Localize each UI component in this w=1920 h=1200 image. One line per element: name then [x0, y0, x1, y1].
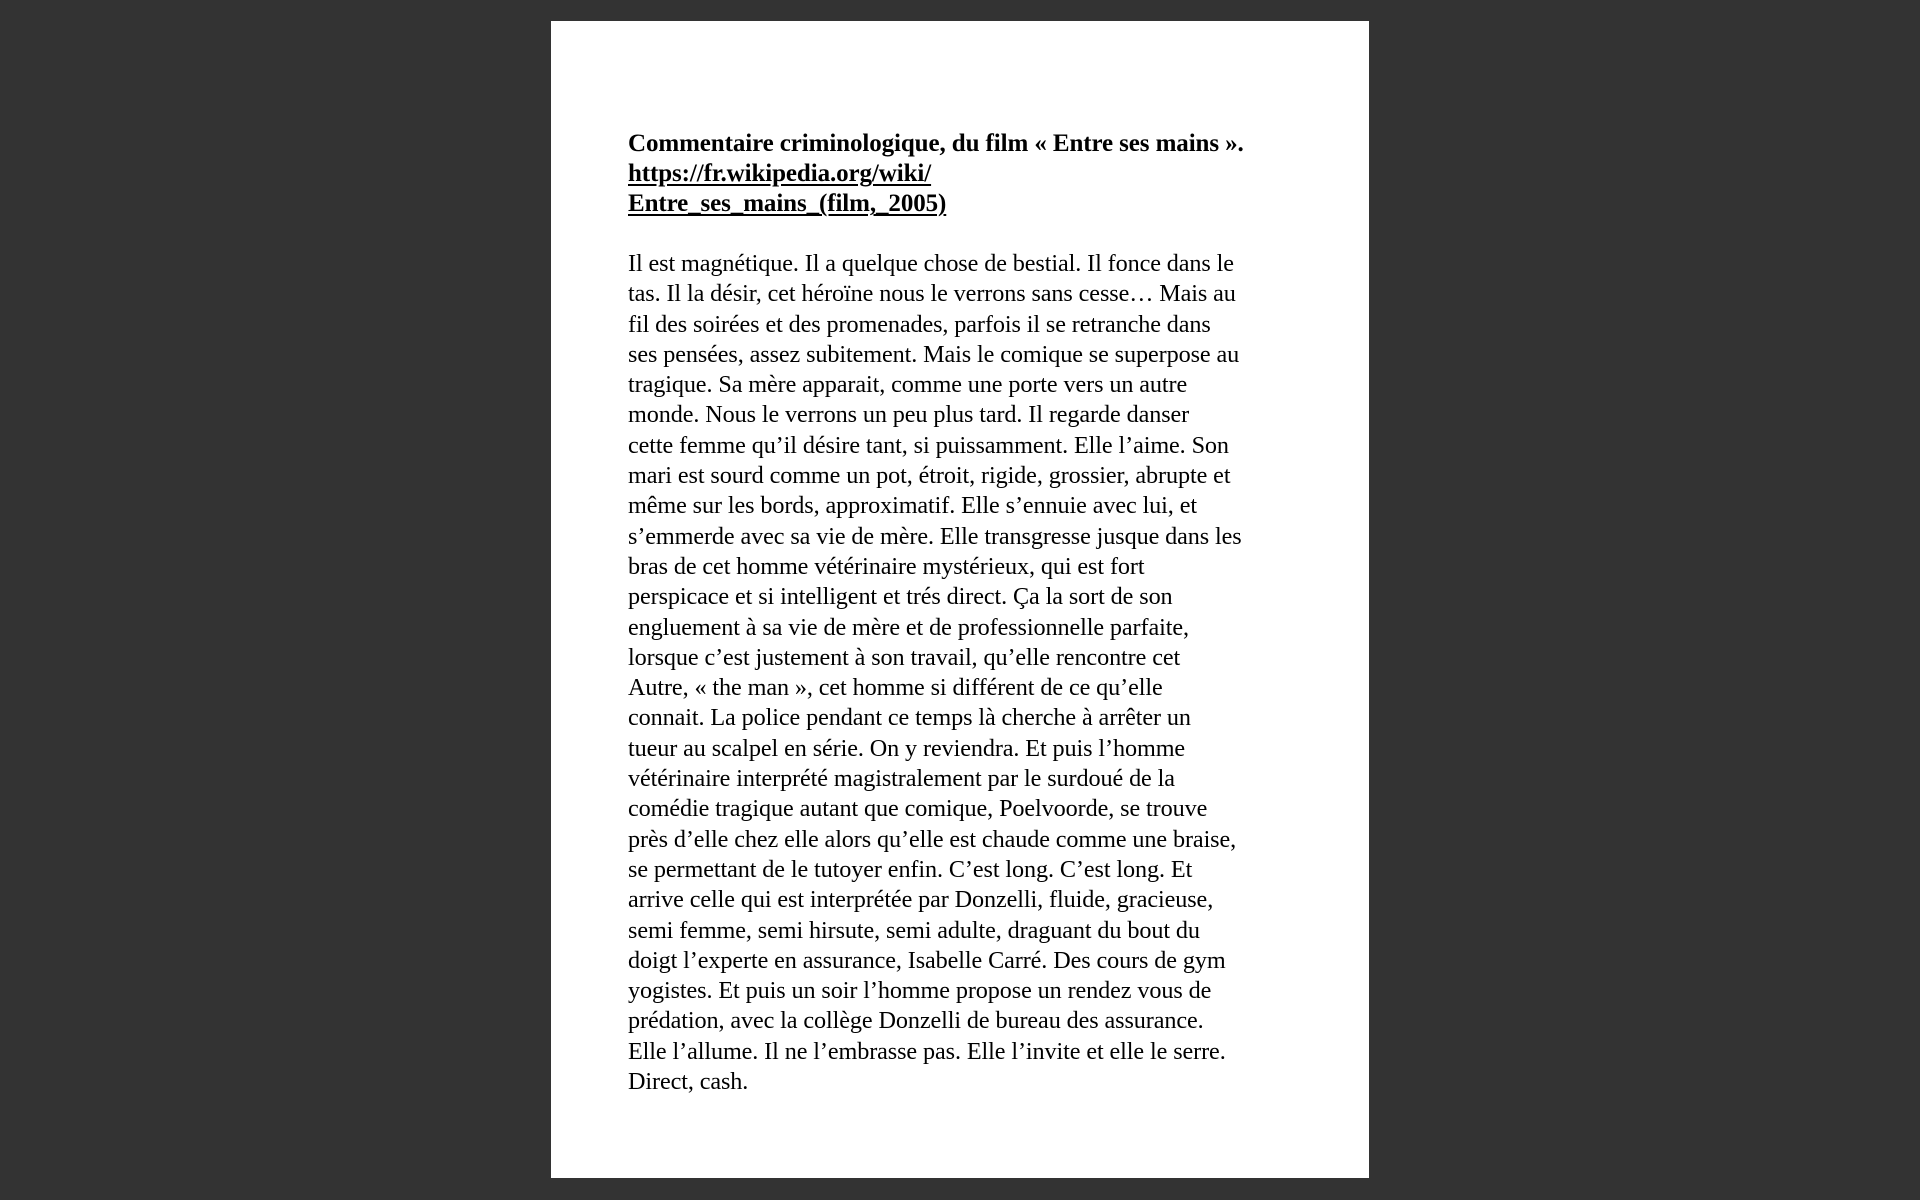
body-line: bras de cet homme vétérinaire mystérieux, qui est fort — [628, 552, 1145, 580]
body-line: comédie tragique autant que comique, Poelvoorde, se trouve — [628, 795, 1208, 823]
title-link-line1: https://fr.wikipedia.org/wiki/ — [628, 160, 932, 187]
body-line: doigt l’experte en assurance, Isabelle Carré. Des cours de gym — [628, 946, 1226, 974]
title-link-line2: Entre_ses_mains_(film,_2005) — [628, 190, 947, 217]
body-line: près d’elle chez elle alors qu’elle est chaude comme une braise, — [628, 825, 1237, 853]
body-line: prédation, avec la collège Donzelli de bureau des assurance. — [628, 1007, 1204, 1035]
body-line: tueur au scalpel en série. On y reviendra. Et puis l’homme — [628, 734, 1186, 762]
body-line: semi femme, semi hirsute, semi adulte, draguant du bout du — [628, 916, 1200, 944]
body-paragraph — [628, 249, 1299, 1097]
body-line: mari est sourd comme un pot, étroit, rigide, grossier, abrupte et — [628, 462, 1231, 490]
body-line: perspicace et si intelligent et trés direct. Ça la sort de son — [628, 583, 1173, 611]
body-line: cette femme qu’il désire tant, si puissamment. Elle l’aime. Son — [628, 431, 1229, 459]
body-line: connait. La police pendant ce temps là cherche à arrêter un — [628, 704, 1191, 732]
document-title — [628, 129, 1299, 219]
body-line: engluement à sa vie de mère et de professionnelle parfaite, — [628, 613, 1189, 641]
body-line: yogistes. Et puis un soir l’homme propose un rendez vous de — [628, 977, 1212, 1005]
document-page — [551, 21, 1369, 1178]
body-line: tas. Il la désir, cet héroïne nous le verrons sans cesse… Mais au — [628, 280, 1236, 308]
body-line: Direct, cash. — [628, 1068, 749, 1096]
body-line: tragique. Sa mère apparait, comme une porte vers un autre — [628, 371, 1188, 399]
body-line: Il est magnétique. Il a quelque chose de bestial. Il fonce dans le — [628, 250, 1234, 277]
body-line: arrive celle qui est interprétée par Donzelli, fluide, gracieuse, — [628, 886, 1214, 914]
body-line: Elle l’allume. Il ne l’embrasse pas. Elle l’invite et elle le serre. — [628, 1037, 1226, 1065]
body-line: fil des soirées et des promenades, parfois il se retranche dans — [628, 310, 1211, 338]
wikipedia-link[interactable] — [628, 160, 946, 217]
body-line: s’emmerde avec sa vie de mère. Elle transgresse jusque dans les — [628, 522, 1242, 550]
title-text: Commentaire criminologique, du film « Entre ses mains ». — [628, 130, 1244, 157]
body-line: lorsque c’est justement à son travail, qu’elle rencontre cet — [628, 643, 1181, 671]
body-line: monde. Nous le verrons un peu plus tard. Il regarde danser — [628, 401, 1190, 429]
body-line: se permettant de le tutoyer enfin. C’est long. C’est long. Et — [628, 855, 1193, 883]
body-line: Autre, « the man », cet homme si différent de ce qu’elle — [628, 674, 1163, 702]
body-line: ses pensées, assez subitement. Mais le comique se superpose au — [628, 340, 1240, 368]
body-line: vétérinaire interprété magistralement par le surdoué de la — [628, 765, 1175, 793]
body-line: même sur les bords, approximatif. Elle s’ennuie avec lui, et — [628, 492, 1197, 520]
